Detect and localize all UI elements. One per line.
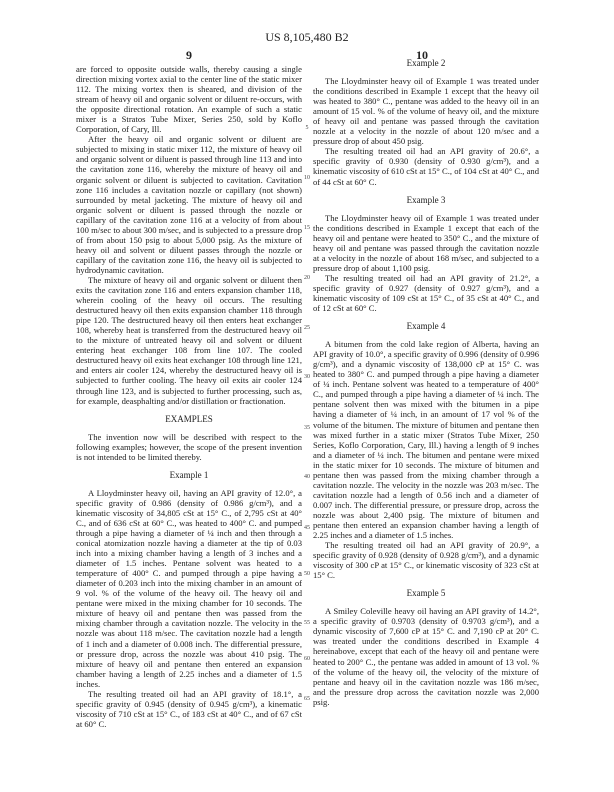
line-number: 15: [304, 225, 310, 231]
left-column: [76, 64, 302, 729]
right-column: [313, 58, 539, 707]
paragraph: The mixture of heavy oil and organic solvent or diluent then exits the cavitation zone 116 and enters expansion chamber 118, wherein cooling of the heavy oil occurs. The resulting destructured heavy oil then exits expansion chamber 118 through pipe 120. The destructured heavy oil then enters heat exchanger 108, whereby heat is transferred from the destructured heavy oil to the mixture of untreated heavy oil and solvent or diluent entering heat exchanger 108 from line 107. The cooled destructured heavy oil exits heat exchanger 108 through line 121, and enters air cooler 124, whereby the destructured heavy oil is subjected to further cooling. The heavy oil exits air cooler 124 through line 123, and is subjected to further processing, such as, for example, deasphalting and/or distillation or fractionation.: [76, 274, 302, 406]
line-number: 55: [304, 620, 310, 626]
paragraph: After the heavy oil and organic solvent or diluent are subjected to mixing in static mixer 112, the mixture of heavy oil and organic solvent or diluent is passed through line 113 and into the cavitation zone 116, whereby the mixture of heavy oil and organic solvent or diluent is subjected to cavitation. Cavitation zone 116 includes a cavitation nozzle or capillary (not shown) surrounded by metal jacketing. The mixture of heavy oil and organic solvent or diluent is passed through the nozzle or capillary of the cavitation zone 116 at a velocity of from about 100 m/sec to about 300 m/sec, and is subjected to a pressure drop of from about 150 psig to about 5,000 psig. As the mixture of heavy oil and solvent or diluent passes through the nozzle or capillary of the cavitation zone 116, the heavy oil is subjected to hydrodynamic cavitation.: [76, 134, 302, 275]
example-5-heading: Example 5: [406, 588, 446, 599]
line-number: 10: [304, 175, 310, 181]
line-number: 40: [304, 474, 310, 480]
paragraph: A Lloydminster heavy oil, having an API gravity of 12.0°, a specific gravity of 0.986 (density of 0.986 g/cm³), and a kinematic viscosity of 34,805 cSt at 15° C., of 2,795 cSt at 40° C., and of 636 cSt at 60° C., was heated to 400° C. and pumped through a pipe having a diameter of ¼ inch and then through a conical atomization nozzle having a diameter at the tip of 0.03 inch into a mixing chamber having a length of 3 inches and a diameter of 1.5 inches. Pentane solvent was heated to a temperature of 400° C. and pumped through a pipe having a diameter of 0.203 inch into the mixing chamber in an amount of 9 vol. % of the volume of the heavy oil. The heavy oil and pentane were mixed in the mixing chamber for 10 seconds. The mixture of heavy oil and pentane then was passed from the mixing chamber through a cavitation nozzle. The velocity in the nozzle was about 118 m/sec. The cavitation nozzle had a length of 1 inch and a diameter of 0.008 inch. The differential pressure, or pressure drop, across the nozzle was about 410 psig. The mixture of heavy oil and pentane then entered an expansion chamber having a length of 2.25 inches and a diameter of 1.5 inches.: [76, 487, 302, 689]
example-3-heading: Example 3: [406, 194, 446, 205]
line-number: 45: [304, 525, 310, 531]
paragraph: The resulting treated oil had an API gravity of 20.6°, a specific gravity of 0.930 (density of 0.930 g/cm³), and a kinematic viscosity of 610 cSt at 15° C., of 104 cSt at 40° C., and of 44 cSt at 60° C.: [313, 146, 539, 187]
line-number: 25: [304, 325, 310, 331]
paragraph: The resulting treated oil had an API gravity of 21.2°, a specific gravity of 0.927 (density of 0.927 g/cm³), and a kinematic viscosity of 109 cSt at 15° C., of 35 cSt at 40° C., and of 12 cSt at 60° C.: [313, 272, 539, 314]
example-1-heading: Example 1: [169, 469, 209, 480]
example-4-heading: Example 4: [406, 321, 446, 332]
line-number: 65: [304, 696, 310, 702]
paragraph: are forced to opposite outside walls, thereby causing a single direction mixing vortex axial to the center line of the static mixer 112. The mixing vortex then is sheared, and division of the stream of heavy oil and organic solvent or diluent re-occurs, with the opposite directional rotation. An example of such a static mixer is a Stratos Tube Mixer, Series 250, sold by Koflo Corporation, of Cary, Ill.: [76, 64, 302, 135]
line-number: 30: [304, 374, 310, 380]
line-number: 35: [304, 425, 310, 431]
examples-heading: EXAMPLES: [165, 413, 213, 424]
line-number: 60: [304, 656, 310, 662]
paragraph: The Lloydminster heavy oil of Example 1 was treated under the conditions described in Example 1 except that each of the heavy oil and pentane were heated to 350° C., and the mixture of heavy oil and pentane was passed through the cavitation nozzle at a velocity in the nozzle of about 168 m/sec, and subjected to a pressure drop of about 1,100 psig.: [313, 212, 539, 273]
example-2-heading: Example 2: [406, 58, 446, 68]
paragraph: The resulting treated oil had an API gravity of 18.1°, a specific gravity of 0.945 (density of 0.945 g/cm³), a kinematic viscosity of 710 cSt at 15° C., of 183 cSt at 40° C., and of 67 cSt at 60° C.: [76, 688, 302, 729]
page-number-left: 9: [186, 48, 192, 62]
line-number: 20: [304, 275, 310, 281]
paragraph: A Smiley Coleville heavy oil having an API gravity of 14.2°, a specific gravity of 0.9703 (density of 0.9703 g/cm³), and a dynamic viscosity of 7,600 cP at 15° C. and 7,190 cP at 20° C. was treated under the conditions described in Example 4 hereinabove, except that each of the heavy oil and pentane were heated to 200° C., the pentane was added in amount of 13 vol. % of the volume of the heavy oil, the velocity of the mixture of pentane and heavy oil in the cavitation nozzle was 186 m/sec, and the pressure drop across the cavitation nozzle was 2,000 psig.: [313, 606, 539, 707]
paragraph: The resulting treated oil had an API gravity of 20.9°, a specific gravity of 0.928 (density of 0.928 g/cm³), and a dynamic viscosity of 300 cP at 15° C., or kinematic viscosity of 323 cSt at 15° C.: [313, 540, 539, 581]
patent-number: US 8,105,480 B2: [265, 30, 349, 44]
paragraph: The invention now will be described with respect to the following examples; however, the scope of the present invention is not intended to be limited thereby.: [76, 431, 302, 462]
paragraph: The Lloydminster heavy oil of Example 1 was treated under the conditions described in Example 1 except that the heavy oil was heated to 380° C., pentane was added to the heavy oil in an amount of 15 vol. % of the volume of heavy oil, and the mixture of heavy oil and pentane was passed through the cavitation nozzle at a velocity in the nozzle of about 120 m/sec and a pressure drop of about 450 psig.: [313, 76, 539, 147]
page-number-right: 10: [416, 48, 428, 62]
paragraph: A bitumen from the cold lake region of Alberta, having an API gravity of 10.0°, a specific gravity of 0.996 (density of 0.996 g/cm³), and a dynamic viscosity of 138,000 cP at 15° C. was heated to 380° C. and pumped through a pipe having a diameter of ¼ inch. Pentane solvent was heated to a temperature of 400° C., and pumped through a pipe having a diameter of ¼ inch. The pentane solvent then was mixed with the bitumen in a pipe having a diameter of ¼ inch, in an amount of 17 vol % of the volume of the bitumen. The mixture of bitumen and pentane then was mixed further in a static mixer (Stratos Tube Mixer, 250 Series, Koflo Corporation, Cary, Ill.) having a length of 9 inches and a diameter of ¼ inch. The bitumen and pentane were mixed in the static mixer for 10 seconds. The mixture of bitumen and pentane then was passed from the mixing chamber through a cavitation nozzle. The velocity in the nozzle was 203 m/sec. The cavitation nozzle had a length of 0.56 inch and a diameter of 0.007 inch. The differential pressure, or pressure drop, across the nozzle was about 2,400 psig. The mixture of bitumen and pentane then entered an expansion chamber having a length of 2.25 inches and a diameter of 1.5 inches.: [313, 339, 539, 541]
line-number: 50: [304, 571, 310, 577]
line-number: 5: [305, 125, 309, 131]
